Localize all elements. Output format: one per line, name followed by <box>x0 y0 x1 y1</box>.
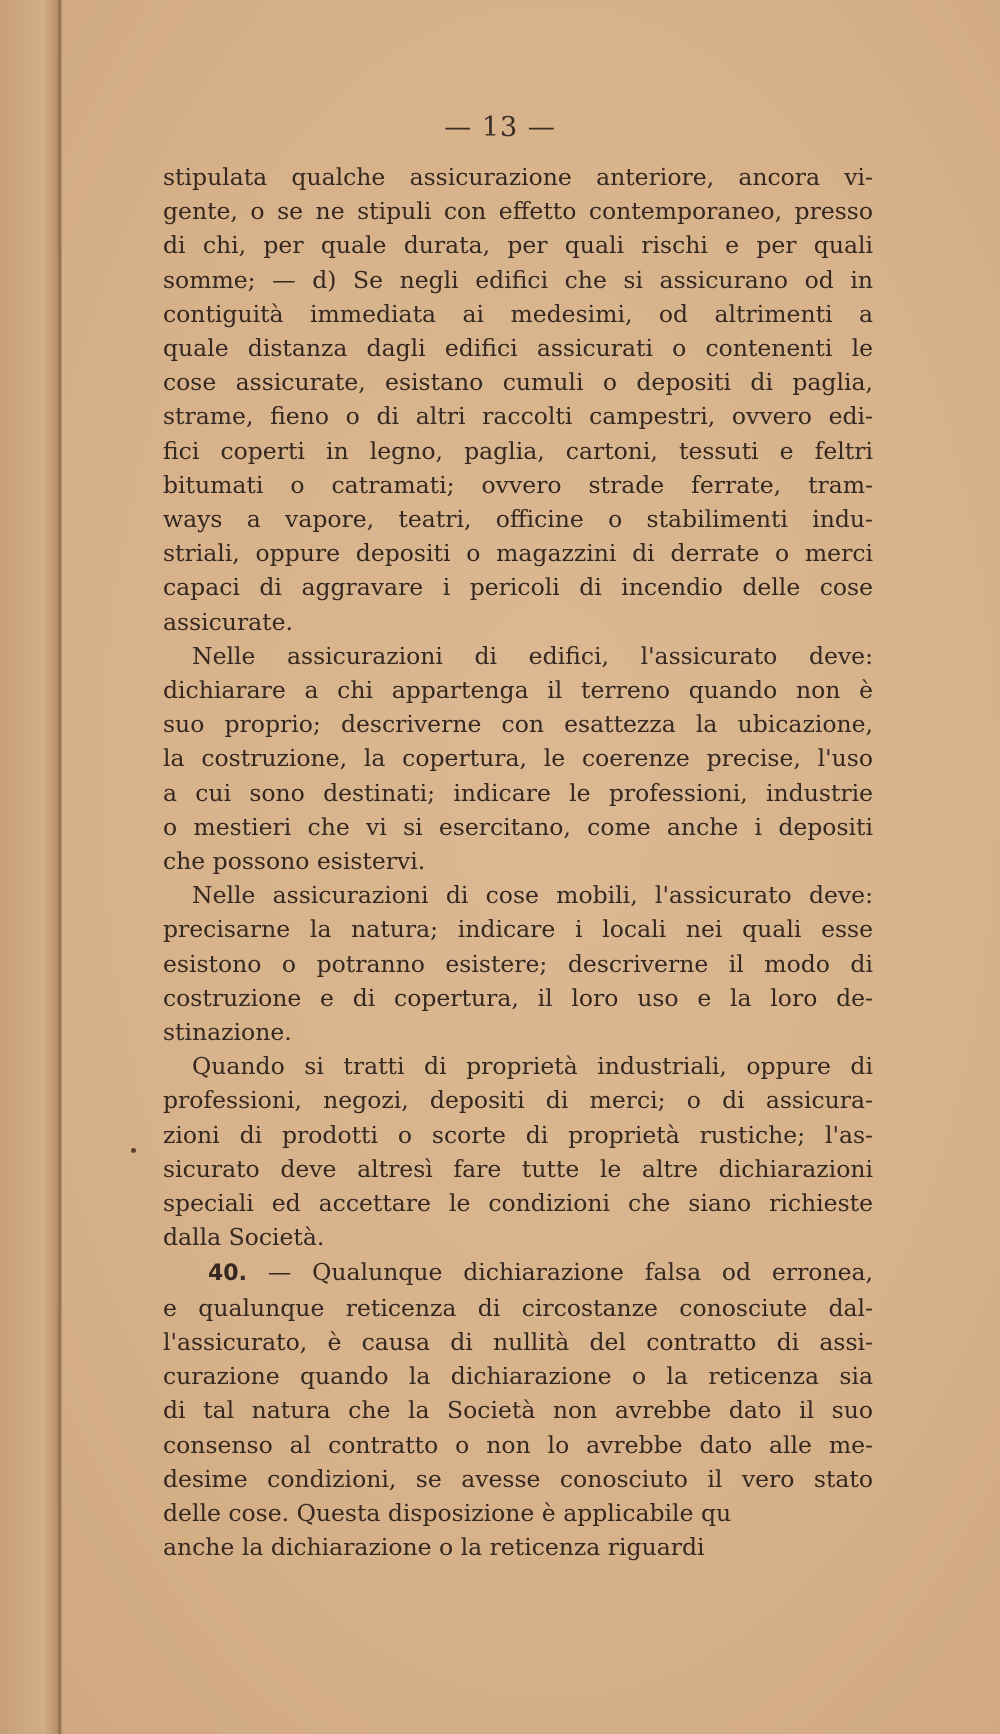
text-line: striali, oppure depositi o magazzini di derrate o merci <box>163 539 873 568</box>
text-line: Nelle assicurazioni di edifici, l'assicurato deve: <box>192 641 873 670</box>
text-line: di tal natura che la Società non avrebbe dato il suo <box>163 1396 873 1425</box>
text-line: ways a vapore, teatri, officine o stabilimenti indu- <box>163 505 873 534</box>
text-line: precisarne la natura; indicare i locali nei quali esse <box>163 915 873 944</box>
text-line: delle cose. Questa disposizione è applicabile qu <box>163 1498 732 1527</box>
text-line: zioni di prodotti o scorte di proprietà rustiche; l'as- <box>163 1120 873 1149</box>
text-line: la costruzione, la copertura, le coerenze precise, l'uso <box>163 744 873 773</box>
paragraph-2 <box>163 639 873 878</box>
article-number: 40. <box>208 1260 247 1286</box>
text-line: esistono o potranno esistere; descriverne il modo di <box>163 949 873 978</box>
text-line: che possono esistervi. <box>163 847 426 876</box>
text-line: stinazione. <box>163 1018 292 1047</box>
text-line: assicurate. <box>163 607 294 636</box>
text-line: gente, o se ne stipuli con effetto contemporaneo, presso <box>163 197 873 226</box>
text-line: strame, fieno o di altri raccolti campestri, ovvero edi- <box>163 402 873 431</box>
text-line: desime condizioni, se avesse conosciuto il vero stato <box>163 1464 873 1493</box>
text-line: Nelle assicurazioni di cose mobili, l'assicurato deve: <box>192 881 873 910</box>
text-line: di chi, per quale durata, per quali rischi e per quali <box>163 231 873 260</box>
text-line <box>163 1255 873 1291</box>
text-line: somme; — d) Se negli edifici che si assicurano od in <box>163 265 873 294</box>
paragraph-3 <box>163 878 873 1049</box>
text-line: e qualunque reticenza di circostanze conosciute dal- <box>163 1293 873 1322</box>
binding-gutter <box>0 0 62 1734</box>
ink-speck <box>131 1148 136 1153</box>
text-line: o mestieri che vi si esercitano, come anche i depositi <box>163 812 873 841</box>
text-line: curazione quando la dichiarazione o la reticenza sia <box>163 1362 873 1391</box>
page-number: — 13 — <box>444 112 556 143</box>
paragraph-1 <box>163 160 873 639</box>
text-line: suo proprio; descriverne con esattezza la ubicazione, <box>163 710 873 739</box>
text-line: capaci di aggravare i pericoli di incendio delle cose <box>163 573 873 602</box>
text-line: costruzione e di copertura, il loro uso e la loro de- <box>163 983 873 1012</box>
text-line: stipulata qualche assicurazione anteriore, ancora vi- <box>163 163 873 191</box>
text-line: professioni, negozi, depositi di merci; o di assicura- <box>163 1086 873 1115</box>
text-line: anche la dichiarazione o la reticenza riguardi <box>163 1533 705 1562</box>
paragraph-4 <box>163 1049 873 1254</box>
text-line: bitumati o catramati; ovvero strade ferrate, tram- <box>163 470 873 499</box>
text-line: a cui sono destinati; indicare le professioni, industrie <box>163 778 873 807</box>
text-line: dalla Società. <box>163 1223 325 1252</box>
text-line: sicurato deve altresì fare tutte le altre dichiarazioni <box>163 1154 873 1183</box>
text-line: fici coperti in legno, paglia, cartoni, tessuti e feltri <box>163 436 873 465</box>
text-line: dichiarare a chi appartenga il terreno quando non è <box>163 676 873 705</box>
text-line: speciali ed accettare le condizioni che siano richieste <box>163 1189 873 1218</box>
article-40 <box>163 1255 873 1565</box>
body-text <box>163 160 873 1564</box>
article-first-line: — Qualunque dichiarazione falsa od erronea, <box>267 1257 873 1286</box>
text-line: contiguità immediata ai medesimi, od altrimenti a <box>163 299 873 328</box>
text-line: quale distanza dagli edifici assicurati o contenenti le <box>163 334 873 363</box>
text-line: cose assicurate, esistano cumuli o depositi di paglia, <box>163 368 873 397</box>
text-line: Quando si tratti di proprietà industriali, oppure di <box>192 1052 873 1081</box>
text-line: consenso al contratto o non lo avrebbe dato alle me- <box>163 1430 873 1459</box>
text-line: l'assicurato, è causa di nullità del contratto di assi- <box>163 1327 873 1356</box>
